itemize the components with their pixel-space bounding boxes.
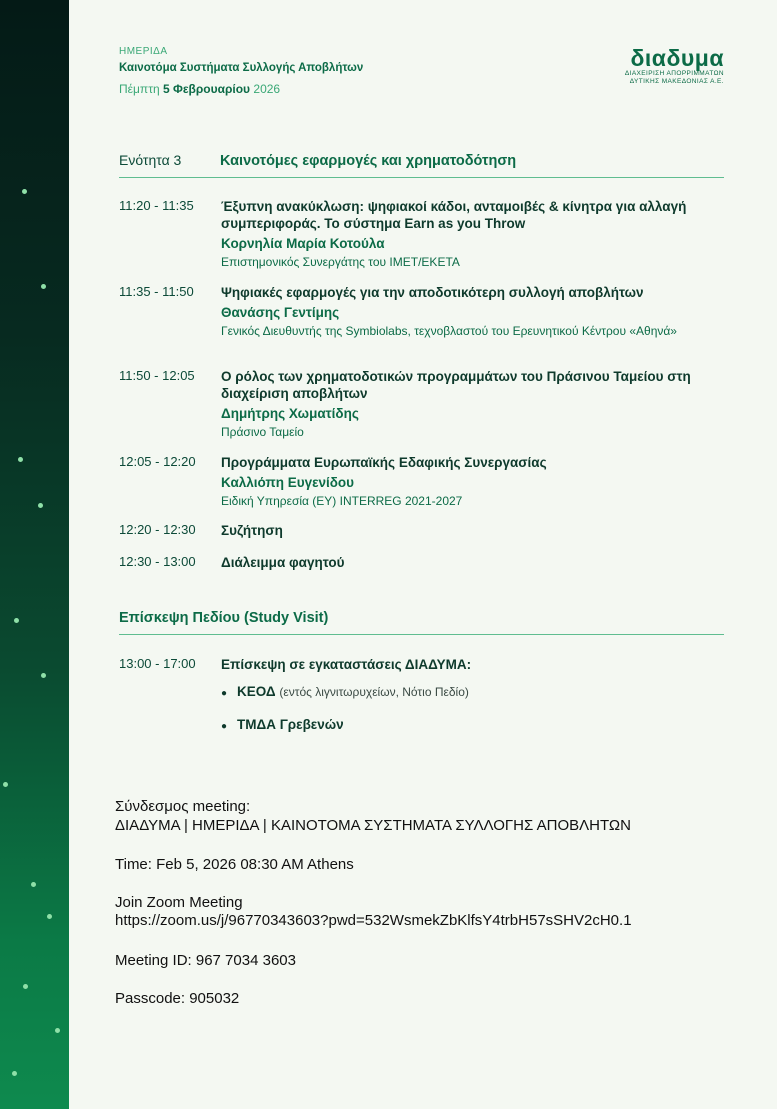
join-label: Join Zoom Meeting <box>115 894 243 911</box>
bullet-icon: ● <box>221 688 228 699</box>
item-title: Ο ρόλος των χρηματοδοτικών προγραμμάτων του Πράσινου Ταμείου στη διαχείριση αποβλήτων <box>221 369 691 401</box>
item-title: Διάλειμμα φαγητού <box>221 555 345 570</box>
decorative-dot <box>31 882 36 887</box>
list-item <box>221 684 469 699</box>
meeting-link-label: Σύνδεσμος meeting: <box>115 798 251 815</box>
decorative-dot <box>55 1028 60 1033</box>
decorative-dot <box>12 1071 17 1076</box>
item-role: Γενικός Διευθυντής της Symbiolabs, τεχνοβλαστού του Ερευνητικού Κέντρου «Αθηνά» <box>221 324 677 338</box>
event-title: Καινοτόμα Συστήματα Συλλογής Αποβλήτων <box>119 62 364 74</box>
item-time: 11:20 - 11:35 <box>119 198 194 213</box>
event-type: ΗΜΕΡΙΔΑ <box>119 46 168 57</box>
logo-subtitle-2: ΔΥΤΙΚΗΣ ΜΑΚΕΔΟΝΙΑΣ Α.Ε. <box>629 78 724 85</box>
item-speaker: Δημήτρης Χωματίδης <box>221 406 359 421</box>
event-date <box>119 82 280 96</box>
decorative-dot <box>41 673 46 678</box>
decorative-dot <box>47 914 52 919</box>
meeting-time: Time: Feb 5, 2026 08:30 AM Athens <box>115 856 354 873</box>
item-speaker: Καλλιόπη Ευγενίδου <box>221 475 355 490</box>
list-item <box>221 717 344 732</box>
date-day: 5 Φεβρουαρίου <box>162 82 251 96</box>
item-time: 13:00 - 17:00 <box>119 656 196 671</box>
decorative-dot <box>41 284 46 289</box>
section-title: Επίσκεψη Πεδίου (Study Visit) <box>119 610 329 626</box>
section-heading-3 <box>119 152 724 178</box>
item-title: Ψηφιακές εφαρμογές για την αποδοτικότερη συλλογή αποβλήτων <box>221 285 644 300</box>
meeting-id: Meeting ID: 967 7034 3603 <box>115 952 296 969</box>
item-time: 12:20 - 12:30 <box>119 522 196 537</box>
item-role: Ειδική Υπηρεσία (ΕΥ) INTERREG 2021-2027 <box>221 494 463 508</box>
section-heading-study-visit <box>119 610 724 635</box>
bullet-name: ΤΜΔΑ Γρεβενών <box>237 717 344 732</box>
decorative-dot <box>23 984 28 989</box>
item-speaker: Κορνηλία Μαρία Κοτούλα <box>221 236 385 251</box>
date-prefix: Πέμπτη <box>119 82 160 96</box>
item-title: Συζήτηση <box>221 523 283 538</box>
bullet-icon: ● <box>221 721 228 732</box>
item-title: Έξυπνη ανακύκλωση: ψηφιακοί κάδοι, ανταμοιβές & κίνητρα για αλλαγή συμπεριφοράς. Το σύστημα Earn as you Throw <box>221 199 687 231</box>
item-speaker: Θανάσης Γεντίμης <box>221 305 340 320</box>
item-title: Προγράμματα Ευρωπαϊκής Εδαφικής Συνεργασίας <box>221 455 547 470</box>
bullet-name: ΚΕΟΔ <box>237 684 276 699</box>
decorative-dot <box>3 782 8 787</box>
decorative-sidebar <box>0 0 69 1109</box>
decorative-dot <box>18 457 23 462</box>
decorative-dot <box>38 503 43 508</box>
item-time: 12:05 - 12:20 <box>119 454 196 469</box>
logo-subtitle-1: ΔΙΑΧΕΙΡΙΣΗ ΑΠΟΡΡΙΜΜΑΤΩΝ <box>624 70 724 77</box>
item-title: Επίσκεψη σε εγκαταστάσεις ΔΙΑΔΥΜΑ: <box>221 657 472 672</box>
passcode: Passcode: 905032 <box>115 990 240 1007</box>
logo-word: διαδυμα <box>630 45 724 71</box>
item-time: 11:50 - 12:05 <box>119 368 195 383</box>
item-time: 12:30 - 13:00 <box>119 554 196 569</box>
meeting-title: ΔΙΑΔΥΜΑ | ΗΜΕΡΙΔΑ | ΚΑΙΝΟΤΟΜΑ ΣΥΣΤΗΜΑΤΑ ΣΥΛΛΟΓΗΣ ΑΠΟΒΛΗΤΩΝ <box>115 817 631 834</box>
item-role: Επιστημονικός Συνεργάτης του ΙΜΕΤ/ΕΚΕΤΑ <box>221 255 460 269</box>
date-year: 2026 <box>253 82 281 96</box>
decorative-dot <box>22 189 27 194</box>
bullet-detail: (εντός λιγνιτωρυχείων, Νότιο Πεδίο) <box>279 685 469 699</box>
zoom-link[interactable]: https://zoom.us/j/96770343603?pwd=532WsmekZbKlfsY4trbH57sSHV2cH0.1 <box>115 912 632 929</box>
item-role: Πράσινο Ταμείο <box>221 425 304 439</box>
logo <box>625 46 724 86</box>
section-number: Ενότητα 3 <box>119 152 182 168</box>
item-time: 11:35 - 11:50 <box>119 284 194 299</box>
decorative-dot <box>14 618 19 623</box>
section-title: Καινοτόμες εφαρμογές και χρηματοδότηση <box>220 153 517 169</box>
